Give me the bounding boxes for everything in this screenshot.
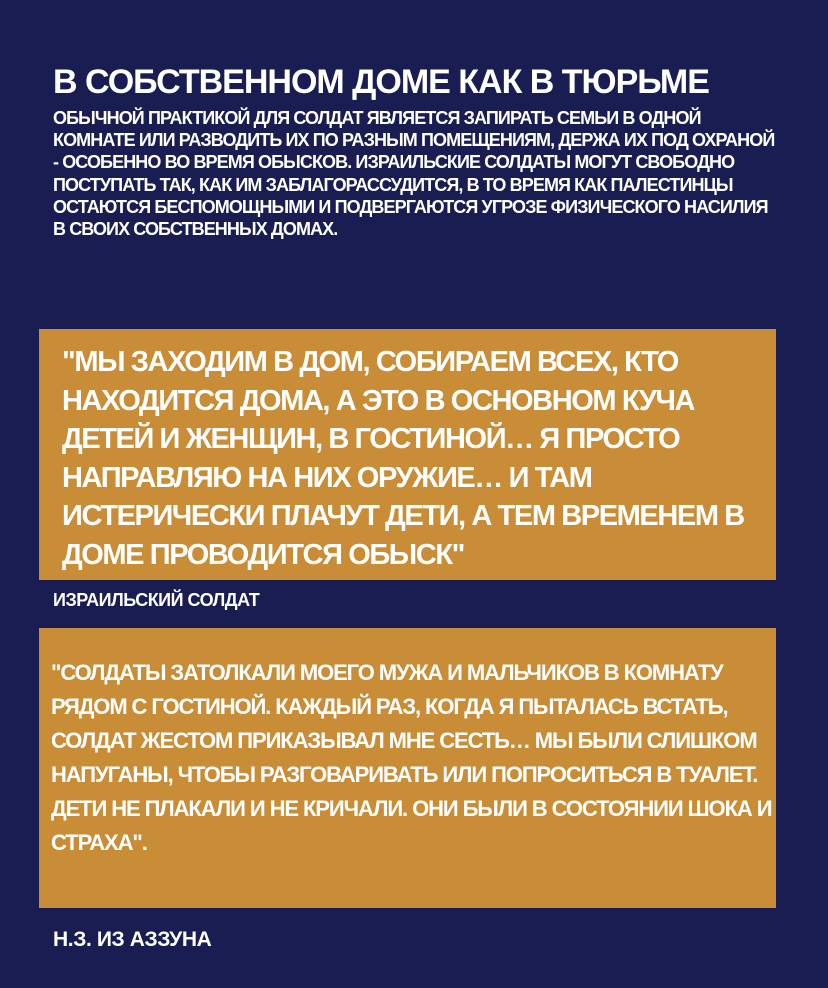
soldier-quote-text: "МЫ ЗАХОДИМ В ДОМ, СОБИРАЕМ ВСЕХ, КТО НАХОДИТСЯ ДОМА, А ЭТО В ОСНОВНОМ КУЧА ДЕТЕЙ И ЖЕНЩИН, В ГОСТИНОЙ… Я ПРОСТО НАПРАВЛЯЮ НА НИХ ОРУЖИЕ… И ТАМ ИСТЕРИЧЕСКИ ПЛАЧУТ ДЕТИ, А ТЕМ ВРЕМЕНЕМ В ДОМЕ ПРОВОДИТСЯ ОБЫСК" — [62, 346, 744, 571]
resident-quote-text: "СОЛДАТЫ ЗАТОЛКАЛИ МОЕГО МУЖА И МАЛЬЧИКОВ В КОМНАТУ РЯДОМ С ГОСТИНОЙ. КАЖДЫЙ РАЗ, КОГДА Я ПЫТАЛАСЬ ВСТАТЬ, СОЛДАТ ЖЕСТОМ ПРИКАЗЫВАЛ МНЕ СЕСТЬ… МЫ БЫЛИ СЛИШКОМ НАПУГАНЫ, ЧТОБЫ РАЗГОВАРИВАТЬ ИЛИ ПОПРОСИТЬСЯ В ТУАЛЕТ. ДЕТИ НЕ ПЛАКАЛИ И НЕ КРИЧАЛИ. ОНИ БЫЛИ В СОСТОЯНИИ ШОКА И СТРАХА". — [51, 660, 772, 855]
soldier-quote-box — [39, 329, 776, 580]
resident-quote-box — [39, 628, 776, 908]
resident-quote-attribution: Н.З. ИЗ АЗЗУНА — [53, 928, 212, 951]
page-title: В СОБСТВЕННОМ ДОМЕ КАК В ТЮРЬМЕ — [53, 62, 709, 101]
intro-paragraph: ОБЫЧНОЙ ПРАКТИКОЙ ДЛЯ СОЛДАТ ЯВЛЯЕТСЯ ЗАПИРАТЬ СЕМЬИ В ОДНОЙ КОМНАТЕ ИЛИ РАЗВОДИТЬ ИХ ПО РАЗНЫМ ПОМЕЩЕНИЯМ, ДЕРЖА ИХ ПОД ОХРАНОЙ - ОСОБЕННО ВО ВРЕМЯ ОБЫСКОВ. ИЗРАИЛЬСКИЕ СОЛДАТЫ МОГУТ СВОБОДНО ПОСТУПАТЬ ТАК, КАК ИМ ЗАБЛАГОРАССУДИТСЯ, В ТО ВРЕМЯ КАК ПАЛЕСТИНЦЫ ОСТАЮТСЯ БЕСПОМОЩНЫМИ И ПОДВЕРГАЮТСЯ УГРОЗЕ ФИЗИЧЕСКОГО НАСИЛИЯ В СВОИХ СОБСТВЕННЫХ ДОМАХ. — [53, 108, 775, 240]
soldier-quote-attribution: ИЗРАИЛЬСКИЙ СОЛДАТ — [53, 590, 260, 610]
